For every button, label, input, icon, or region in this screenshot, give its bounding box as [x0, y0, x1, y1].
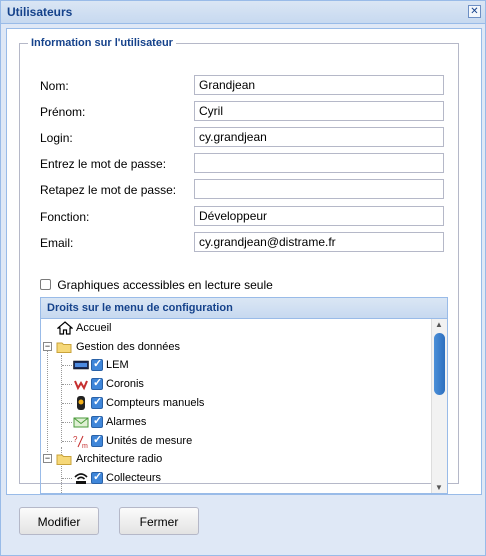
tree-connector	[47, 346, 48, 452]
coronis-checkbox[interactable]	[91, 378, 103, 390]
login-row	[40, 127, 450, 149]
tree-connector	[62, 403, 72, 404]
tree-connector	[62, 422, 72, 423]
close-icon[interactable]: ✕	[468, 5, 481, 18]
rights-panel-title: Droits sur le menu de configuration	[47, 302, 233, 314]
tree-node-label: Compteurs manuels	[106, 397, 205, 409]
password-row	[40, 153, 450, 175]
tree-node-label: Coronis	[106, 378, 144, 390]
scrollbar-thumb[interactable]	[434, 333, 445, 395]
fonction-field[interactable]: Développeur	[194, 206, 444, 226]
home-icon	[57, 320, 73, 336]
tree-node-label: LEM	[106, 359, 129, 371]
lem-icon	[73, 357, 89, 373]
fonction-row	[40, 206, 450, 228]
password-confirm-label: Retapez le mot de passe:	[40, 183, 177, 197]
tree-connector	[62, 384, 72, 385]
tree-connector	[62, 365, 72, 366]
tree-node-label: Accueil	[76, 322, 112, 334]
readonly-checkbox-row[interactable]	[40, 277, 273, 292]
scroll-down-icon[interactable]: ▼	[435, 483, 443, 492]
password-field[interactable]	[194, 153, 444, 173]
tree-node-label: Gestion des données	[76, 341, 180, 353]
password-label: Entrez le mot de passe:	[40, 157, 167, 171]
fieldset-legend: Information sur l'utilisateur	[31, 37, 173, 49]
collapse-icon[interactable]: −	[44, 453, 51, 463]
lem-checkbox[interactable]	[91, 359, 103, 371]
meter-icon	[73, 395, 89, 411]
readonly-checkbox-label: Graphiques accessibles en lecture seule	[57, 277, 273, 292]
tree-node-label: Collecteurs	[106, 472, 162, 484]
prenom-label: Prénom:	[40, 105, 86, 119]
compteurs-checkbox[interactable]	[91, 397, 103, 409]
folder-icon	[56, 451, 72, 467]
unites-checkbox[interactable]	[91, 435, 103, 447]
rights-tree	[41, 319, 431, 493]
coronis-icon	[73, 376, 89, 392]
tree-connector	[62, 441, 72, 442]
rights-panel	[40, 297, 448, 494]
units-icon	[73, 433, 89, 449]
nom-row	[40, 75, 450, 97]
dialog-titlebar[interactable]	[1, 1, 485, 24]
fermer-button[interactable]: Fermer	[119, 507, 199, 535]
email-field[interactable]: cy.grandjean@distrame.fr	[194, 232, 444, 252]
svg-text:m: m	[82, 443, 88, 449]
tree-node-label: Alarmes	[106, 416, 147, 428]
collapse-icon[interactable]: −	[44, 341, 51, 351]
envelope-icon	[73, 414, 89, 430]
fonction-label: Fonction:	[40, 210, 90, 224]
password-confirm-field[interactable]	[194, 179, 444, 199]
prenom-row	[40, 101, 450, 123]
email-label: Email:	[40, 236, 74, 250]
user-info-fieldset	[19, 37, 459, 492]
dialog-title: Utilisateurs	[7, 5, 73, 19]
modifier-button[interactable]: Modifier	[19, 507, 99, 535]
collector-icon	[73, 470, 89, 486]
login-label: Login:	[40, 131, 73, 145]
tree-node-label: Architecture radio	[76, 453, 163, 465]
collecteurs-checkbox[interactable]	[91, 472, 103, 484]
tree-connector	[61, 355, 62, 443]
tree-node-label: Unités de mesure	[106, 435, 193, 447]
password-confirm-row	[40, 179, 450, 201]
alarmes-checkbox[interactable]	[91, 416, 103, 428]
email-row	[40, 232, 450, 254]
login-field[interactable]: cy.grandjean	[194, 127, 444, 147]
nom-field[interactable]: Grandjean	[194, 75, 444, 95]
tree-connector	[62, 478, 72, 479]
svg-text:?: ?	[73, 435, 78, 444]
rights-panel-header	[41, 298, 447, 319]
scroll-up-icon[interactable]: ▲	[435, 320, 443, 329]
readonly-checkbox[interactable]	[40, 279, 51, 290]
tree-scrollbar[interactable]	[431, 319, 447, 493]
dialog-body	[6, 28, 482, 495]
folder-icon	[56, 339, 72, 355]
prenom-field[interactable]: Cyril	[194, 101, 444, 121]
nom-label: Nom:	[40, 79, 69, 93]
